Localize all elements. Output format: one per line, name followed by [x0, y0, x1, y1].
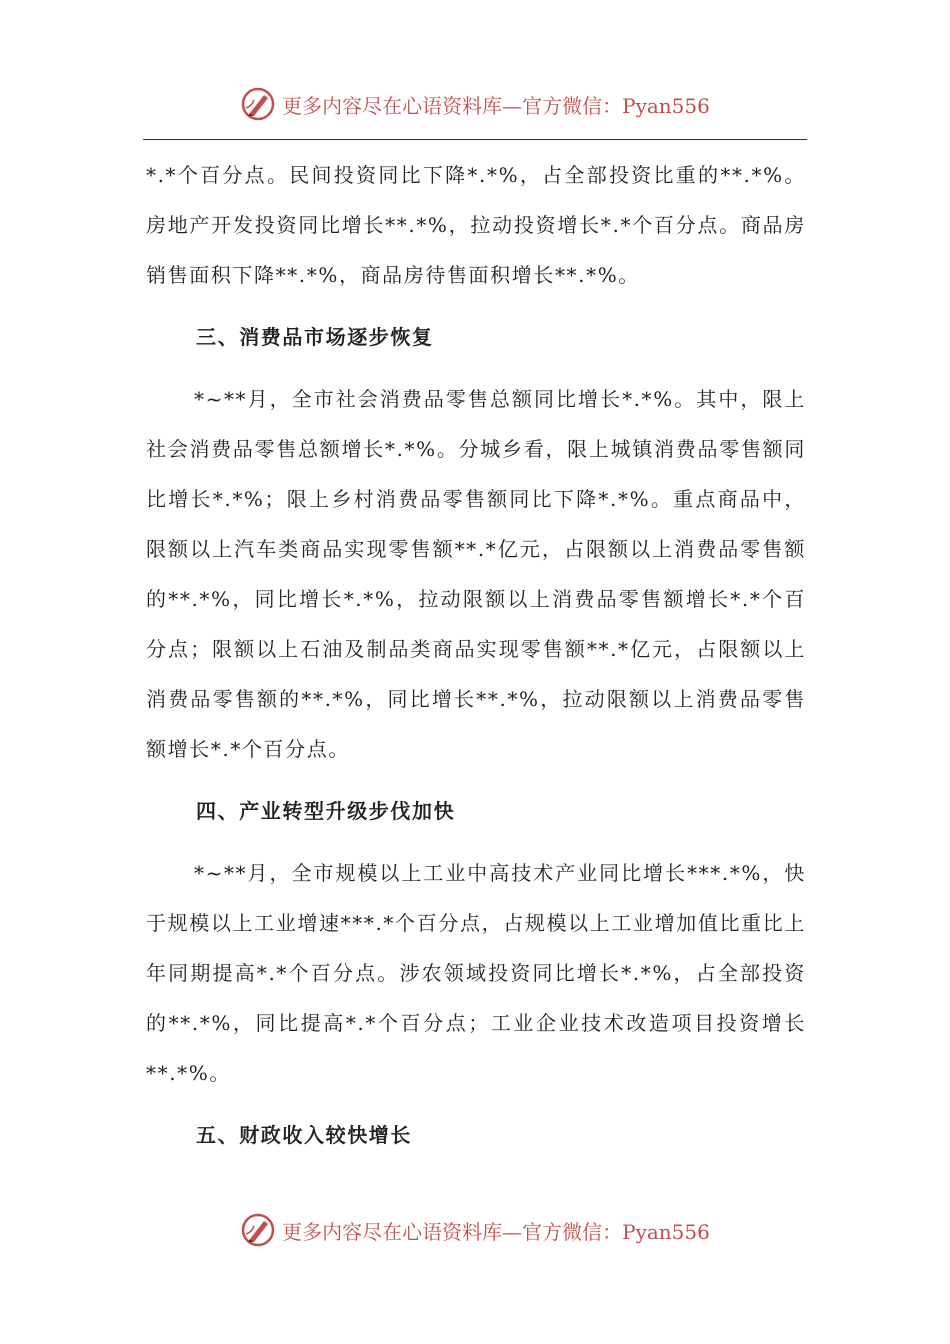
section-heading-consumption: 三、消费品市场逐步恢复 [196, 325, 434, 349]
header-banner [0, 84, 950, 124]
header-divider [143, 139, 807, 140]
document-body [146, 150, 806, 1172]
paragraph-consumption: *~**月，全市社会消费品零售总额同比增长*.*%。其中，限上社会消费品零售总额增长*.*%。分城乡看，限上城镇消费品零售额同比增长*.*%；限上乡村消费品零售额同比下降*.*%。重点商品中，限额以上汽车类商品实现零售额**.*亿元，占限额以上消费品零售额的**.*%，同比增长*.*%，拉动限额以上消费品零售额增长*.*个百分点；限额以上石油及制品类商品实现零售额**.*亿元，占限额以上消费品零售额的**.*%，同比增长**.*%，拉动限额以上消费品零售额增长*.*个百分点。 [146, 387, 806, 761]
section-heading-industry-upgrade: 四、产业转型升级步伐加快 [196, 799, 456, 823]
pen-logo-icon [240, 86, 276, 122]
section-heading-fiscal-revenue: 五、财政收入较快增长 [196, 1123, 412, 1147]
header-banner-text: 更多内容尽在心语资料库—官方微信：Pyan556 [282, 93, 710, 118]
footer-banner-text: 更多内容尽在心语资料库—官方微信：Pyan556 [282, 1219, 710, 1244]
paragraph-investment-continued: *.*个百分点。民间投资同比下降*.*%，占全部投资比重的**.*%。房地产开发投资同比增长**.*%，拉动投资增长*.*个百分点。商品房销售面积下降**.*%，商品房待售面积增长**.*%。 [146, 163, 806, 287]
paragraph-industry-upgrade: *~**月，全市规模以上工业中高技术产业同比增长***.*%，快于规模以上工业增速***.*个百分点，占规模以上工业增加值比重比上年同期提高*.*个百分点。涉农领域投资同比增长*.*%，占全部投资的**.*%，同比提高*.*个百分点；工业企业技术改造项目投资增长**.*%。 [146, 861, 806, 1085]
footer-banner [0, 1210, 950, 1250]
pen-logo-icon [240, 1212, 276, 1248]
